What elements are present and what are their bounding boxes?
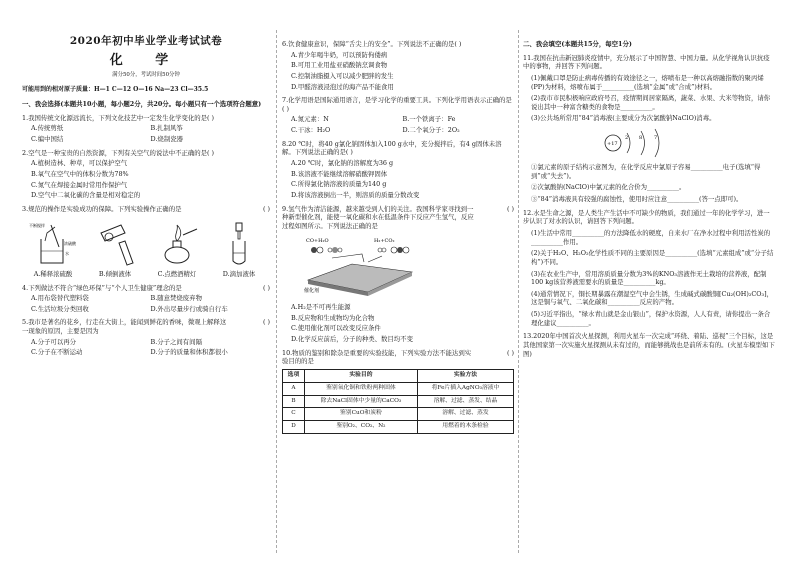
column-divider-2 <box>518 30 519 553</box>
fig-label: CO+H₂O <box>306 237 329 244</box>
svg-text:8: 8 <box>639 135 643 142</box>
sub-question: (5)习近平指出，“绿水青山就是金山银山”，保护水资源，人人有责，请你提出一条合理化建议__________。 <box>531 310 771 327</box>
alcohol-lamp-icon <box>153 221 201 267</box>
atom-structure-icon <box>603 127 673 159</box>
question-11: 11.我国在抗击新冠肺炎疫情中，充分展示了中国智慧、中国力量。从化学视角认识抗疫中的事物，并回答下列问题。 (1)佩戴口罩是防止病毒传播的有效途径之一，熔喷布是一种以高熔融指数的聚丙烯(PP)为材料，熔喷布属于__________(选填“金属”或“合成”)材料。 (2)我市市民积极响应政府号召，疫情期间居家隔离，蔬菜、水果、大米等物资，请你说出其中一种富含糖类的食物是__________。 (3)公共场所常用“84”消毒液(主要成分为次氯酸钠NaClO)消毒。 +17 2 8 7 ①氯元素的原子结构示意图为，在化学反应中氯原子容易__________电子(选填“得到”或“失去”)。 ②次氯酸钠(NaClO)中氯元素的化合价为__________。 ③“84”消毒液具有较强的腐蚀性，使用时应注意__________(答一点即可)。 <box>523 54 775 204</box>
sub-question: (2)我市市民积极响应政府号召，疫情期间居家隔离，蔬菜、水果、大米等物资，请你说出其中一种富含糖类的食物是__________。 <box>531 94 771 111</box>
option: A.20 ℃时，氯化钠的溶解度为36 g <box>291 159 394 168</box>
option: D.外出尽量步行或骑自行车 <box>150 304 228 313</box>
option: B.一个铁离子：Fe <box>402 115 456 124</box>
option: C.使用催化剂可以改变反应条件 <box>291 324 381 333</box>
option: B.该溶液不能继续溶解硝酸钾固体 <box>291 169 388 178</box>
option: C.所得氯化钠溶液的质量为140 g <box>291 180 387 189</box>
sub-question: ③“84”消毒液具有较强的腐蚀性，使用时应注意__________(答一点即可)。 <box>531 195 743 204</box>
sub-question: (4)通常情况下，铜长期暴露在潮湿空气中会生锈，生成碱式碳酸铜[Cu₂(OH)₂CO₃]，这是铜与氧气、二氧化碳和__________反应的产物。 <box>531 289 773 307</box>
section-heading: 一、我会选择(本题共10小题，每小题2分，共20分。每小题只有一个选项符合题意) <box>22 100 262 109</box>
lab-figure-d: D.滴加液体 <box>208 217 270 279</box>
table-row: D 鉴别O₂、CO₂、N₂ 用燃着的木条检验 <box>283 421 514 434</box>
option: C.控制油脂摄入可以减少肥胖的发生 <box>291 71 394 80</box>
svg-text:7: 7 <box>654 135 658 142</box>
sub-question: (3)公共场所常用“84”消毒液(主要成分为次氯酸钠NaClO)消毒。 <box>531 114 716 123</box>
catalyst-reaction-figure <box>302 234 432 296</box>
option: C.氮气在焊接金属时常用作保护气 <box>31 180 128 189</box>
option: A.传统剪纸 <box>31 124 64 133</box>
option: D.甲醛溶液浸泡过的海产品不能食用 <box>291 82 394 91</box>
option: A.青少年喝牛奶，可以预防佝偻病 <box>291 50 388 59</box>
option: A.氮元素：N <box>291 115 329 124</box>
question-7: 7.化学用语是国际通用语言，是学习化学的重要工具。下列化学用语表示正确的是( ) A.氮元素：N B.一个铁离子：Fe C.干冰：H₂O D.二个氧分子：2O₂ <box>282 96 514 135</box>
column-1 <box>22 30 270 357</box>
option: B.可用工业用盐亚硝酸钠烹调食物 <box>291 61 388 70</box>
question-2: 2.空气是一种宝贵的自然资源，下列有关空气的说法中不正确的是( ) A.植树造林、种草，可以保护空气 B.氧气在空气中的体积分数为78% C.氮气在焊接金属时常用作保护气 D.空气中二氧化碳的含量是相对稳定的 <box>22 149 270 200</box>
lab-figure-b: B.倾倒液体 <box>84 217 146 279</box>
atomic-masses: 可能用到的相对原子质量：H—1 C—12 O—16 Na—23 Cl—35.5 <box>22 86 209 94</box>
exam-title: 2020年初中毕业学业考试试卷 <box>69 35 223 47</box>
question-13: 13.2020年中国首次火星探测，利用火星车一次完成“环绕、着陆、巡视”三个目标，这是其他国家第一次实施火星探测从未有过的，而能够挑战也是前所未有的。(火星车模型如下图) <box>523 332 775 358</box>
sub-question: (3)在农业生产中，常用溶质质量分数为3%的KNO₃溶液作无土栽培的营养液，配制100 kg该营养液需要水的质量是__________kg。 <box>531 269 767 287</box>
table-header: 实验方法 <box>417 370 513 383</box>
lab-figure-c: C.点燃酒精灯 <box>146 217 208 279</box>
question-1: 1.我国传统文化源远流长，下列文化技艺中一定发生化学变化的是( ) A.传统剪纸 B.扎制风筝 C.编中国结 D.烧制瓷器 <box>22 114 270 144</box>
fig-text: 不断搅拌 <box>29 222 45 228</box>
question-3: 3.规范的操作是实验成功的保障。下列实验操作正确的是 ( ) 不断搅拌 浓硫酸 水 A.稀释浓硫酸 B.倾倒液体 C.点燃酒精灯 D.滴加液体 <box>22 204 270 278</box>
lab-figure-a: 不断搅拌 浓硫酸 水 A.稀释浓硫酸 <box>29 222 76 278</box>
option: D.分子的质量和体积都很小 <box>150 348 228 357</box>
option: B.分子之间有间隔 <box>150 337 202 346</box>
option: D.化学反应前后，分子的种类、数目均不变 <box>291 335 413 344</box>
sub-question: (1)佩戴口罩是防止病毒传播的有效途径之一，熔喷布是一种以高熔融指数的聚丙烯(PP)为材料，熔喷布属于__________(选填“金属”或“合成”)材料。 <box>531 73 764 91</box>
beaker-dilution-icon <box>29 221 77 267</box>
table-header: 选项 <box>283 370 305 383</box>
subject-heading: 化 学 <box>109 53 183 69</box>
option: C.干冰：H₂O <box>291 126 331 135</box>
section-heading: 二、我会填空(本题共15分，每空1分) <box>523 40 632 48</box>
question-5: 5.我市是著名的花乡，行走在大街上，能闻到鲜花的香味，微观上解释这一现象的原因，主要是因为 ( ) A.分子可以再分 B.分子之间有间隔 C.分子在不断运动 D.分子的质量和体积都很小 <box>22 318 270 357</box>
option: B.反应物和生成物均为化合物 <box>291 313 375 322</box>
fig-text: 浓硫酸 <box>64 240 76 246</box>
exam-meta: 满分50分，考试时间50分钟 <box>112 71 180 78</box>
question-9: 9.氢气作为清洁能源，越来越受到人们的关注。我国科学家寻找到一种新型催化剂，能使一氧化碳和水在低温条件下反应产生氢气，反应过程如图所示。下列说法正确的是 ( ) CO+H₂O H₂+CO₂ 催化剂 A.H₂是不可再生能源 B.反应物和生成物均为化合物 C.使用催化剂可以改变反应条件 D.化学反应前后，分子的种类、数目均不变 <box>282 204 514 344</box>
sub-question: ②次氯酸钠(NaClO)中氯元素的化合价为__________。 <box>531 183 686 192</box>
option: C.生活垃圾分类回收 <box>31 304 89 313</box>
question-4: 4.下列做法不符合“绿色环保”与“个人卫生健康”理念的是 ( ) A.用布袋替代塑料袋 B.随意焚烧废弃物 C.生活垃圾分类回收 D.外出尽量步行或骑自行车 <box>22 283 270 313</box>
table-header: 实验目的 <box>304 370 417 383</box>
question-8: 8.20 ℃时，将40 g氯化钠固体加入100 g水中，充分搅拌后，有4 g固体未溶解。下列说法正确的是( ) A.20 ℃时，氯化钠的溶解度为36 g B.该溶液不能继续溶解硝酸钾固体 C.所得氯化钠溶液的质量为140 g D.将该溶液倒出一半，则溶质的质量分数改变 <box>282 140 514 200</box>
table-row: B 除去NaCl固体中少量的CaCO₃ 溶解、过滤、蒸发、结晶 <box>283 395 514 408</box>
option: A.用布袋替代塑料袋 <box>31 294 89 303</box>
column-2 <box>282 30 514 434</box>
question-12: 12.水是生命之源，是人类生产生活中不可缺少的物质，我们通过一年的化学学习，进一步认识了对水的认识，请回答下列问题。 (1)生活中常用__________的方法降低水的硬度，自来水厂在净水过程中利用活性炭的__________作用。 (2)关于H₂O、H₂O₂化学性质不同的主要原因是__________(选填“元素组成”或“分子结构”)不同。 (3)在农业生产中，常用溶质质量分数为3%的KNO₃溶液作无土栽培的营养液，配制100 kg该营养液需要水的质量是__________kg。 (4)通常情况下，铜长期暴露在潮湿空气中会生锈，生成碱式碳酸铜[Cu₂(OH)₂CO₃]，这是铜与氧气、二氧化碳和__________反应的产物。 (5)习近平指出，“绿水青山就是金山银山”，保护水资源，人人有责，请你提出一条合理化建议__________。 <box>523 208 774 327</box>
option: C.编中国结 <box>31 135 64 144</box>
fig-label: 催化剂 <box>304 287 320 294</box>
option: D.烧制瓷器 <box>150 135 183 144</box>
option: C.分子在不断运动 <box>31 348 83 357</box>
fig-label: H₂+CO₂ <box>374 237 395 244</box>
dropper-tube-icon <box>215 221 263 267</box>
sub-question: (2)关于H₂O、H₂O₂化学性质不同的主要原因是__________(选填“元素组成”或“分子结构”)不同。 <box>531 249 774 266</box>
svg-text:+17: +17 <box>607 141 618 148</box>
sub-question: ①氯元素的原子结构示意图为，在化学反应中氯原子容易__________电子(选填“得到”或“失去”)。 <box>531 163 761 180</box>
lab-figures <box>22 217 270 279</box>
table-row: A 鉴别氧化铜和铁粉两种固体 将Fe片插入AgNO₃溶液中 <box>283 382 514 395</box>
option: B.氧气在空气中的体积分数为78% <box>31 169 129 178</box>
sub-question: (1)生活中常用__________的方法降低水的硬度，自来水厂在净水过程中利用活性炭的__________作用。 <box>531 228 771 246</box>
option: A.分子可以再分 <box>31 337 76 346</box>
pouring-liquid-icon <box>91 221 139 267</box>
option: B.随意焚烧废弃物 <box>150 294 202 303</box>
option: D.空气中二氧化碳的含量是相对稳定的 <box>31 191 141 200</box>
option: B.扎制风筝 <box>150 124 183 133</box>
chlorine-atom-diagram <box>523 126 775 160</box>
option: A.H₂是不可再生能源 <box>291 303 351 312</box>
column-divider-1 <box>276 30 277 553</box>
experiment-table <box>282 369 514 434</box>
option: D.二个氧分子：2O₂ <box>402 126 460 135</box>
question-10: 10.物质的鉴别和除杂是重要的实验技能，下列实验方法不能达到实验目的的是 ( ) 选项 实验目的 实验方法 A 鉴别氧化铜和铁粉两种固体 将Fe片插入AgNO₃溶液中 B 除去NaCl固体中少量的CaCO₃ 溶解、过滤、蒸发、结晶 C 鉴别CuO和炭粉 溶解、过滤、蒸发 D 鉴别O₂、CO₂、N₂ 用燃着的木条检验 <box>282 349 514 434</box>
option: A.植树造林、种草，可以保护空气 <box>31 159 128 168</box>
column-3 <box>523 30 775 358</box>
fig-text: 水 <box>65 250 69 256</box>
table-row: C 鉴别CuO和炭粉 溶解、过滤、蒸发 <box>283 408 514 421</box>
question-6: 6.饮食健康意识，保障“舌尖上的安全”。下列说法不正确的是( ) A.青少年喝牛奶，可以预防佝偻病 B.可用工业用盐亚硝酸钠烹调食物 C.控制油脂摄入可以减少肥胖的发生 D.甲醛溶液浸泡过的海产品不能食用 <box>282 40 514 91</box>
option: D.将该溶液倒出一半，则溶质的质量分数改变 <box>291 190 420 199</box>
svg-text:2: 2 <box>625 135 629 142</box>
